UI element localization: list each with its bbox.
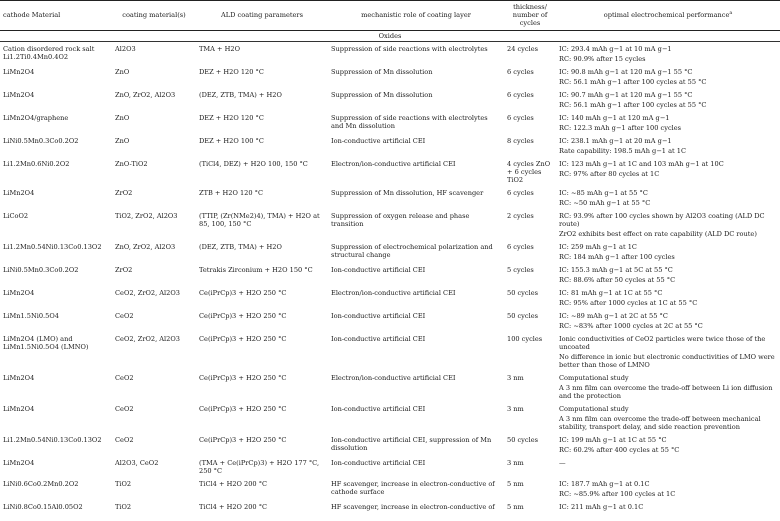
cell-thickness: 6 cycles	[507, 91, 534, 99]
table-row	[0, 433, 780, 456]
cell-role: Ion-conductive artificial CEI, suppression of Mn dissolution	[331, 436, 492, 452]
cell-cathode: Li1.2Mn0.54Ni0.13Co0.13O2	[3, 436, 102, 444]
header-performance	[556, 1, 780, 31]
cell-role: Suppression of Mn dissolution	[331, 68, 433, 76]
cell-coating: TiO2	[115, 503, 132, 511]
performance-line: IC: 90.8 mAh g−1 at 120 mA g−1 55 °C	[559, 68, 693, 76]
cell-cathode: Li1.2Mn0.6Ni0.2O2	[3, 160, 70, 168]
cell-thickness: 4 cycles ZnO + 6 cycles TiO2	[507, 160, 551, 184]
cell-cathode: LiMn2O4	[3, 289, 35, 297]
cell-thickness: 3 nm	[507, 405, 524, 413]
performance-line: RC: 184 mAh g−1 after 100 cycles	[559, 253, 675, 261]
table-body	[0, 31, 780, 514]
performance-line: IC: ~89 mAh g−1 at 2C at 55 °C	[559, 312, 668, 320]
performance-line: RC: ~85.9% after 100 cycles at 1C	[559, 490, 676, 498]
cell-role: Ion-conductive artificial CEI	[331, 459, 426, 467]
cell-role: Suppression of side reactions with electrolytes and Mn dissolution	[331, 114, 488, 130]
section-row	[0, 31, 780, 42]
table-row	[0, 65, 780, 88]
cell-params: Ce(iPrCp)3 + H2O 250 °C	[199, 312, 287, 320]
cell-coating: ZrO2	[115, 189, 133, 197]
table-row	[0, 371, 780, 402]
cell-params: DEZ + H2O 100 °C	[199, 137, 264, 145]
cell-coating: ZnO	[115, 137, 130, 145]
cell-thickness: 100 cycles	[507, 335, 543, 343]
cell-role: HF scavenger, increase in electron-conductive of cathode surface	[331, 480, 495, 496]
performance-line: RC: 97% after 80 cycles at 1C	[559, 170, 660, 178]
cell-coating: Al2O3	[115, 45, 136, 53]
cell-cathode: LiNi0.8Co0.15Al0.05O2	[3, 503, 83, 511]
cell-params: (DEZ, ZTB, TMA) + H2O	[199, 91, 282, 99]
cell-params: Ce(iPrCp)3 + H2O 250 °C	[199, 405, 287, 413]
cell-role: Electron/ion-conductive artificial CEI	[331, 160, 456, 168]
performance-line: Computational study	[559, 405, 629, 413]
cell-thickness: 6 cycles	[507, 68, 534, 76]
table-row	[0, 286, 780, 309]
performance-line: RC: 93.9% after 100 cycles shown by Al2O3 coating (ALD DC route)	[559, 212, 765, 228]
cell-role: Electron/ion-conductive artificial CEI	[331, 289, 456, 297]
cell-params: ZTB + H2O 120 °C	[199, 189, 264, 197]
cell-performance	[556, 500, 780, 513]
cell-params: TiCl4 + H2O 200 °C	[199, 480, 268, 488]
cell-coating: ZnO	[115, 114, 130, 122]
cell-params: DEZ + H2O 120 °C	[199, 114, 264, 122]
performance-line: IC: ~85 mAh g−1 at 55 °C	[559, 189, 648, 197]
cell-params: (DEZ, ZTB, TMA) + H2O	[199, 243, 282, 251]
cell-cathode: Li1.2Mn0.54Ni0.13Co0.13O2	[3, 243, 102, 251]
cell-performance	[556, 332, 780, 371]
cell-params: Ce(iPrCp)3 + H2O 250 °C	[199, 289, 287, 297]
cell-cathode: LiNi0.6Co0.2Mn0.2O2	[3, 480, 79, 488]
table-row	[0, 332, 780, 371]
table-row	[0, 209, 780, 240]
footnote-mark: a	[729, 11, 733, 17]
cell-performance	[556, 263, 780, 286]
cell-coating: CeO2	[115, 436, 134, 444]
cell-role: Suppression of side reactions with electrolytes	[331, 45, 488, 53]
header-cathode: cathode Material	[0, 1, 112, 31]
performance-line: IC: 123 mAh g−1 at 1C and 103 mAh g−1 at 10C	[559, 160, 724, 168]
cell-params: (TMA + Ce(iPrCp)3) + H2O 177 °C, 250 °C	[199, 459, 320, 475]
cell-cathode: LiMn2O4	[3, 459, 35, 467]
cell-role: Suppression of oxygen release and phase transition	[331, 212, 470, 228]
performance-line: Rate capability: 198.5 mAh g−1 at 1C	[559, 147, 686, 155]
cell-performance	[556, 157, 780, 186]
cell-role: Suppression of electrochemical polarization and structural change	[331, 243, 493, 259]
cell-performance	[556, 402, 780, 433]
cell-cathode: Cation disordered rock salt Li1.2Ti0.4Mn0.4O2	[3, 45, 95, 61]
cell-performance	[556, 433, 780, 456]
cell-role: Ion-conductive artificial CEI	[331, 312, 426, 320]
cell-role: Ion-conductive artificial CEI	[331, 335, 426, 343]
cell-cathode: LiMn2O4/graphene	[3, 114, 69, 122]
cell-role: Ion-conductive artificial CEI	[331, 405, 426, 413]
performance-line: RC: 95% after 1000 cycles at 1C at 55 °C	[559, 299, 698, 307]
cell-role: Suppression of Mn dissolution	[331, 91, 433, 99]
performance-line: —	[559, 459, 566, 467]
performance-line: RC: ~50 mAh g−1 at 55 °C	[559, 199, 651, 207]
performance-line: RC: 88.6% after 50 cycles at 55 °C	[559, 276, 676, 284]
table-row	[0, 42, 780, 66]
cell-thickness: 24 cycles	[507, 45, 538, 53]
performance-line: No difference in ionic but electronic conductivities of LMO were better than those of LMNO	[559, 353, 775, 369]
cell-coating: CeO2	[115, 405, 134, 413]
cell-role: Electron/ion-conductive artificial CEI	[331, 374, 456, 382]
cell-cathode: LiMn2O4	[3, 91, 35, 99]
cell-performance	[556, 186, 780, 209]
performance-line: ZrO2 exhibits best effect on rate capability (ALD DC route)	[559, 230, 757, 238]
table-row	[0, 157, 780, 186]
cell-coating: TiO2, ZrO2, Al2O3	[115, 212, 178, 220]
cell-role: Ion-conductive artificial CEI	[331, 137, 426, 145]
performance-line: RC: 60.2% after 400 cycles at 55 °C	[559, 446, 680, 454]
cell-performance	[556, 134, 780, 157]
header-coating: coating material(s)	[112, 1, 196, 31]
cell-params: TiCl4 + H2O 200 °C	[199, 503, 268, 511]
performance-line: IC: 238.1 mAh g−1 at 20 mA g−1	[559, 137, 672, 145]
performance-line: IC: 259 mAh g−1 at 1C	[559, 243, 637, 251]
cell-thickness: 5 cycles	[507, 266, 534, 274]
performance-line: IC: 199 mAh g−1 at 1C at 55 °C	[559, 436, 667, 444]
performance-line: IC: 187.7 mAh g−1 at 0.1C	[559, 480, 650, 488]
cell-cathode: LiNi0.5Mn0.3Co0.2O2	[3, 266, 79, 274]
cell-thickness: 8 cycles	[507, 137, 534, 145]
table-row	[0, 402, 780, 433]
cell-params: DEZ + H2O 120 °C	[199, 68, 264, 76]
performance-line: RC: 90.9% after 15 cycles	[559, 55, 646, 63]
performance-line: IC: 293.4 mAh g−1 at 10 mA g−1	[559, 45, 672, 53]
performance-line: RC: 56.1 mAh g−1 after 100 cycles at 55 °C	[559, 78, 707, 86]
cell-cathode: LiMn2O4 (LMO) and LiMn1.5Ni0.5O4 (LMNO)	[3, 335, 89, 351]
cell-thickness: 5 nm	[507, 480, 524, 488]
table-row	[0, 186, 780, 209]
cell-performance	[556, 111, 780, 134]
performance-line: A 3 nm film can overcome the trade-off between mechanical stability, transport delay, and side reaction prevention	[559, 415, 761, 431]
cell-performance	[556, 286, 780, 309]
cell-cathode: LiNi0.5Mn0.3Co0.2O2	[3, 137, 79, 145]
cell-params: TMA + H2O	[199, 45, 240, 53]
header-role: mechanistic role of coating layer	[328, 1, 504, 31]
cell-performance	[556, 371, 780, 402]
cell-coating: CeO2	[115, 374, 134, 382]
performance-line: A 3 nm film can overcome the trade-off between Li ion diffusion and the protection	[559, 384, 773, 400]
cell-coating: ZnO	[115, 68, 130, 76]
cell-coating: CeO2	[115, 312, 134, 320]
performance-line: Computational study	[559, 374, 629, 382]
performance-line: Ionic conductivities of CeO2 particles were twice those of the uncoated	[559, 335, 766, 351]
cell-cathode: LiCoO2	[3, 212, 29, 220]
header-thickness: thickness/ number of cycles	[504, 1, 556, 31]
table-row	[0, 111, 780, 134]
cell-coating: TiO2	[115, 480, 132, 488]
cell-coating: ZnO, ZrO2, Al2O3	[115, 243, 176, 251]
cell-thickness: 6 cycles	[507, 114, 534, 122]
cell-params: (TTIP, (Zr(NMe2)4), TMA) + H2O at 85, 100, 150 °C	[199, 212, 320, 228]
cell-role: HF scavenger, increase in electron-conductive of	[331, 503, 495, 511]
cell-coating: ZrO2	[115, 266, 133, 274]
cell-role: Ion-conductive artificial CEI	[331, 266, 426, 274]
cell-coating: CeO2, ZrO2, Al2O3	[115, 335, 180, 343]
cell-cathode: LiMn1.5Ni0.5O4	[3, 312, 59, 320]
cell-params: Ce(iPrCp)3 + H2O 250 °C	[199, 374, 287, 382]
table-row	[0, 88, 780, 111]
cell-thickness: 3 nm	[507, 374, 524, 382]
cell-thickness: 3 nm	[507, 459, 524, 467]
cell-params: Ce(iPrCp)3 + H2O 250 °C	[199, 436, 287, 444]
cell-performance	[556, 309, 780, 332]
cell-performance	[556, 209, 780, 240]
performance-line: RC: ~83% after 1000 cycles at 2C at 55 °C	[559, 322, 703, 330]
performance-line: RC: 56.1 mAh g−1 after 100 cycles at 55 °C	[559, 101, 707, 109]
table-row	[0, 500, 780, 513]
cell-coating: ZnO, ZrO2, Al2O3	[115, 91, 176, 99]
cell-performance	[556, 65, 780, 88]
cell-thickness: 50 cycles	[507, 289, 538, 297]
cell-thickness: 5 nm	[507, 503, 524, 511]
cell-thickness: 6 cycles	[507, 189, 534, 197]
cell-thickness: 2 cycles	[507, 212, 534, 220]
cell-thickness: 6 cycles	[507, 243, 534, 251]
cell-cathode: LiMn2O4	[3, 68, 35, 76]
table-row	[0, 134, 780, 157]
performance-line: IC: 81 mAh g−1 at 1C at 55 °C	[559, 289, 663, 297]
table-row	[0, 456, 780, 477]
cell-coating: CeO2, ZrO2, Al2O3	[115, 289, 180, 297]
performance-line: IC: 140 mAh g−1 at 120 mA g−1	[559, 114, 670, 122]
table-row	[0, 309, 780, 332]
header-performance-label: optimal electrochemical performance	[603, 11, 730, 20]
performance-line: RC: 122.3 mAh g−1 after 100 cycles	[559, 124, 682, 132]
table-row	[0, 263, 780, 286]
cell-params: Ce(iPrCp)3 + H2O 250 °C	[199, 335, 287, 343]
performance-line: IC: 90.7 mAh g−1 at 120 mA g−1 55 °C	[559, 91, 693, 99]
cell-coating: ZnO-TiO2	[115, 160, 148, 168]
performance-line: IC: 211 mAh g−1 at 0.1C	[559, 503, 644, 511]
cell-cathode: LiMn2O4	[3, 374, 35, 382]
cell-cathode: LiMn2O4	[3, 189, 35, 197]
table-header	[0, 1, 780, 31]
header-params: ALD coating parameters	[196, 1, 328, 31]
cell-thickness: 50 cycles	[507, 436, 538, 444]
cell-performance	[556, 42, 780, 66]
cell-params: Tetrakis Zirconium + H2O 150 °C	[199, 266, 313, 274]
performance-line: IC: 155.3 mAh g−1 at 5C at 55 °C	[559, 266, 673, 274]
cell-performance	[556, 240, 780, 263]
cell-params: (TiCl4, DEZ) + H2O 100, 150 °C	[199, 160, 308, 168]
cell-thickness: 50 cycles	[507, 312, 538, 320]
cell-role: Suppression of Mn dissolution, HF scavenger	[331, 189, 484, 197]
cell-performance	[556, 88, 780, 111]
cell-coating: Al2O3, CeO2	[115, 459, 159, 467]
section-label: Oxides	[0, 31, 780, 42]
table-row	[0, 477, 780, 500]
cell-performance	[556, 456, 780, 477]
cell-performance	[556, 477, 780, 500]
table-row	[0, 240, 780, 263]
cell-cathode: LiMn2O4	[3, 405, 35, 413]
